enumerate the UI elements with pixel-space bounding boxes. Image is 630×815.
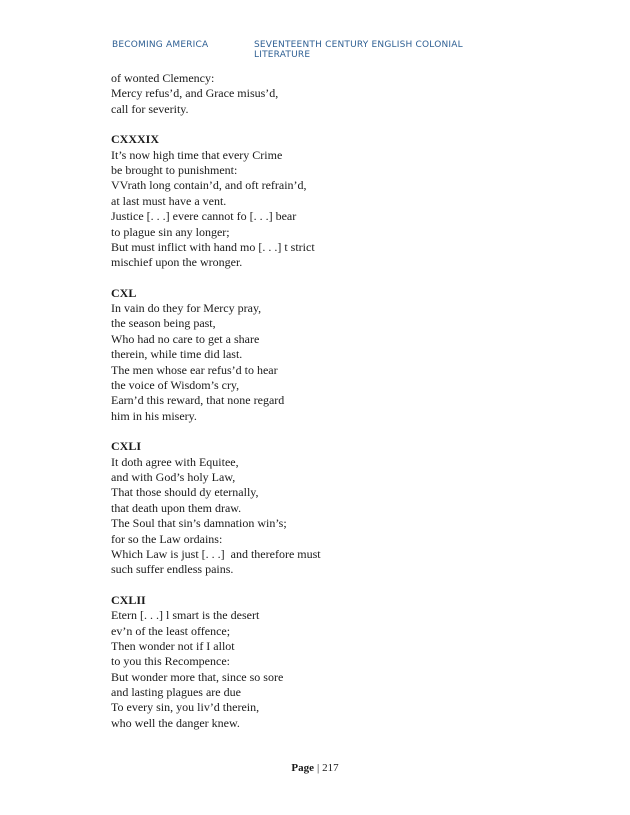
poem-line: Which Law is just [. . .] and therefore must [111, 546, 321, 561]
poem-line: the voice of Wisdom’s cry, [111, 378, 240, 393]
poem-body [111, 71, 321, 731]
poem-line: Mercy refus’d, and Grace misus’d, [111, 86, 279, 101]
stanza-cxli [111, 439, 321, 578]
page-separator: | [316, 762, 320, 774]
poem-line: Who had no care to get a share [111, 331, 260, 346]
poem-line: to you this Recompence: [111, 654, 230, 669]
poem-line: who well the danger knew. [111, 715, 240, 730]
poem-line: and with God’s holy Law, [111, 469, 236, 484]
poem-line: It’s now high time that every Crime [111, 147, 283, 162]
poem-line: The Soul that sin’s damnation win’s; [111, 516, 287, 531]
poem-line: of wonted Clemency: [111, 71, 215, 85]
stanza-heading: CXLII [111, 592, 146, 607]
stanza-heading: CXL [111, 285, 137, 300]
poem-line: The men whose ear refus’d to hear [111, 362, 278, 377]
poem-line: and lasting plagues are due [111, 685, 241, 700]
header-book-title: BECOMING AMERICA [112, 40, 209, 50]
page-number: 217 [322, 762, 339, 774]
poem-line: Justice [. . .] evere cannot fo [. . .] bear [111, 209, 297, 224]
poem-line: ev’n of the least offence; [111, 623, 231, 638]
stanza-cxxxix [111, 132, 321, 271]
running-header [112, 40, 522, 60]
poem-line: To every sin, you liv’d therein, [111, 700, 260, 715]
poem-line: such suffer endless pains. [111, 562, 234, 577]
poem-line: be brought to punishment: [111, 162, 238, 177]
poem-line: mischief upon the wronger. [111, 255, 243, 270]
poem-line: Etern [. . .] l smart is the desert [111, 608, 260, 623]
stanza-cxlii [111, 593, 321, 732]
poem-line: for so the Law ordains: [111, 531, 223, 546]
page-footer [0, 762, 630, 774]
poem-line: In vain do they for Mercy pray, [111, 301, 262, 316]
poem-line: VVrath long contain’d, and oft refrain’d, [111, 178, 307, 193]
poem-line: Earn’d this reward, that none regard [111, 393, 285, 408]
poem-line: him in his misery. [111, 408, 197, 423]
poem-line: It doth agree with Equitee, [111, 454, 239, 469]
stanza-heading: CXXXIX [111, 132, 159, 147]
poem-line: at last must have a vent. [111, 193, 227, 208]
poem-line: But wonder more that, since so sore [111, 669, 284, 684]
poem-line: call for severity. [111, 101, 189, 116]
poem-line: therein, while time did last. [111, 347, 243, 362]
stanza-cxl [111, 286, 321, 425]
poem-line: that death upon them draw. [111, 500, 242, 515]
poem-line: to plague sin any longer; [111, 224, 230, 239]
poem-line: Then wonder not if I allot [111, 638, 235, 653]
poem-line: That those should dy eternally, [111, 485, 259, 500]
poem-line: But must inflict with hand mo [. . .] t strict [111, 239, 315, 254]
intro-lines [111, 71, 321, 117]
header-section-title: SEVENTEENTH CENTURY ENGLISH COLONIAL LITERATURE [254, 40, 463, 60]
stanza-heading: CXLI [111, 439, 142, 454]
poem-line: the season being past, [111, 316, 216, 331]
page-label: Page [291, 762, 314, 774]
